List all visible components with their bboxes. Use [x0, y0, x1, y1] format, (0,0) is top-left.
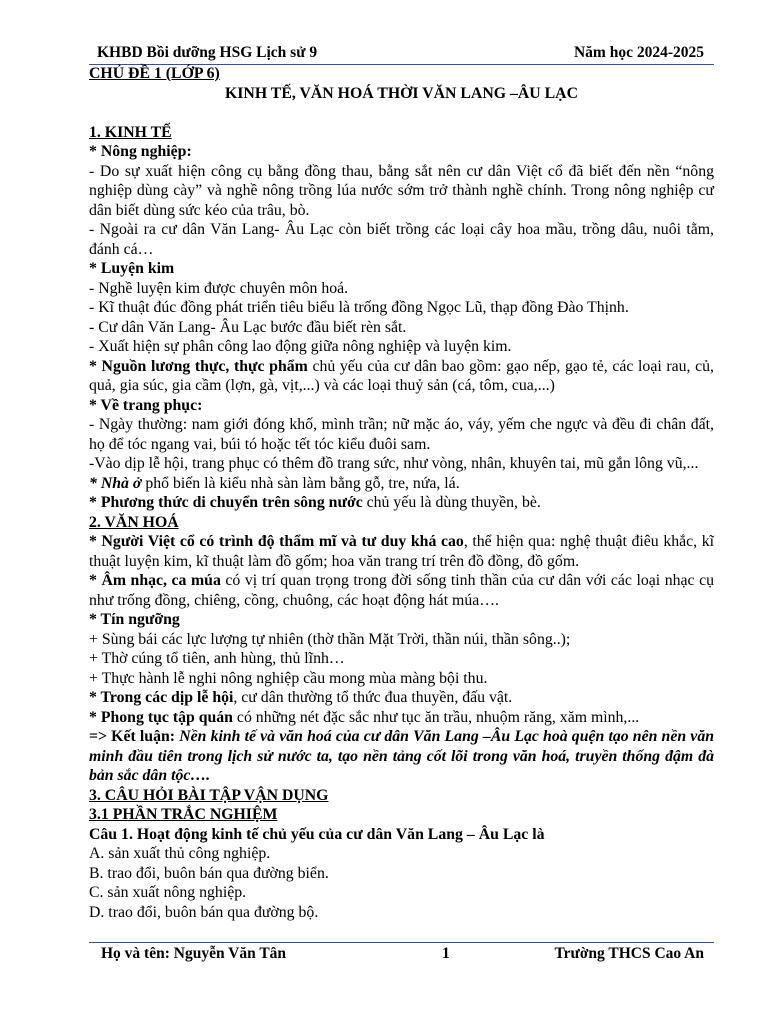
- luyen-kim-item-4: - Xuất hiện sự phân công lao động giữa nông nghiệp và luyện kim.: [89, 338, 512, 355]
- nong-nghiep-heading: * Nông nghiệp:: [89, 143, 192, 160]
- trang-phuc-para-1: - Ngày thường: nam giới đóng khố, mình trần; nữ mặc áo, váy, yếm che ngực và đều đi chân đất, họ để tóc ngang vai, búi tó hoặc tết tóc kiểu đuôi sam.: [89, 416, 714, 453]
- luyen-kim-heading: * Luyện kim: [89, 260, 175, 277]
- phong-tuc-para: [89, 708, 714, 728]
- header-right: Năm học 2024-2025: [573, 44, 704, 61]
- page-header: [89, 44, 714, 65]
- nha-o-lead: * Nhà ở: [89, 474, 142, 492]
- tin-nguong-heading: * Tín ngưỡng: [89, 611, 180, 628]
- nha-o-para: [89, 474, 714, 494]
- option-a: A. sản xuất thủ công nghiệp.: [89, 845, 271, 862]
- tham-mi-text: , thể hiện qua: nghệ thuật điêu khắc, kĩ thuật luyện kim, kĩ thuật làm đồ gốm; hoa văn trang trí trên đồ đồng, đồ gốm.: [89, 533, 714, 570]
- le-hoi-para: [89, 688, 714, 708]
- trang-phuc-para-2: -Vào dịp lễ hội, trang phục có thêm đồ trang sức, như vòng, nhân, khuyên tai, mũ gắn lông vũ,...: [89, 455, 699, 472]
- phong-tuc-lead: * Phong tục tập quán: [89, 708, 233, 726]
- option-c: C. sản xuất nông nghiệp.: [89, 884, 247, 901]
- luyen-kim-item-1: - Nghề luyện kim được chuyên môn hoá.: [89, 279, 349, 297]
- tham-mi-para: [89, 532, 714, 571]
- question-1: Câu 1. Hoạt động kinh tế chủ yếu của cư dân Văn Lang – Âu Lạc là: [89, 825, 545, 843]
- di-chuyen-para: [89, 493, 714, 513]
- le-hoi-text: , cư dân thường tổ thức đua thuyền, đấu vật.: [233, 689, 513, 706]
- trang-phuc-heading: * Về trang phục:: [89, 396, 203, 414]
- page-title: KINH TẾ, VĂN HOÁ THỜI VĂN LANG –ÂU LẠC: [225, 84, 578, 102]
- footer-school: Trường THCS Cao An: [554, 945, 704, 962]
- nong-nghiep-para-2: - Ngoài ra cư dân Văn Lang- Âu Lạc còn biết trồng các loại cây hoa mầu, trồng dâu, nuôi tằm, đánh cá…: [89, 221, 714, 258]
- option-b: B. trao đổi, buôn bán qua đường biển.: [89, 864, 329, 882]
- luyen-kim-item-3: - Cư dân Văn Lang- Âu Lạc bước đầu biết rèn sắt.: [89, 318, 407, 336]
- page-number: 1: [442, 945, 450, 962]
- ket-luan-lead: => Kết luận:: [89, 728, 180, 745]
- phong-tuc-text: có những nét đặc sắc như tục ăn trầu, nhuộm răng, xăm mình,...: [232, 708, 640, 726]
- luyen-kim-item-2: - Kĩ thuật đúc đồng phát triển tiêu biểu là trống đồng Ngọc Lũ, thạp đồng Đào Thịnh.: [89, 299, 629, 316]
- luong-thuc-para: [89, 357, 714, 396]
- luong-thuc-lead: * Nguồn lương thực, thực phẩm: [89, 357, 308, 375]
- am-nhac-text: có vị trí quan trọng trong đời sống tinh thần của cư dân với các loại nhạc cụ như trống đồng, chiêng, cồng, chuông, các hoạt động hát múa….: [89, 572, 714, 609]
- section-1-heading: 1. KINH TẾ: [89, 123, 172, 141]
- tin-nguong-item-2: + Thờ cúng tổ tiên, anh hùng, thủ lĩnh…: [89, 650, 345, 667]
- di-chuyen-lead: * Phương thức di chuyển trên sông nước: [89, 494, 363, 511]
- header-left: KHBD Bồi dưỡng HSG Lịch sử 9: [97, 44, 318, 61]
- page-footer: [89, 942, 714, 967]
- nong-nghiep-para-1: - Do sự xuất hiện công cụ bằng đồng thau, bằng sắt nên cư dân Việt cổ đã biết đến nền “nông nghiệp dùng cày” và nghề nông trồng lúa nước sớm trở thành nghề chính. Trong nông nghiệp cư dân biết dùng sức kéo của trâu, bò.: [89, 162, 714, 219]
- luong-thuc-text: chủ yếu của cư dân bao gồm: gạo nếp, gạo tẻ, các loại rau, củ, quả, gia súc, gia cầm (lợn, gà, vịt,...) và các loại thuỷ sản (cá, tôm, cua,...): [89, 357, 714, 394]
- am-nhac-para: [89, 571, 714, 610]
- ket-luan-text: Nền kinh tế và văn hoá của cư dân Văn Lang –Âu Lạc hoà quện tạo nên nền văn minh đầu tiên trong lịch sử nước ta, tạo nền tảng cốt lõi trong văn hoá, truyền thống đậm đà bản sắc dân tộc….: [89, 728, 714, 784]
- nha-o-text: phổ biến là kiểu nhà sàn làm bằng gỗ, tre, nứa, lá.: [141, 474, 460, 492]
- document-body: [89, 64, 714, 922]
- section-2-heading: 2. VĂN HOÁ: [89, 513, 179, 531]
- topic-label: CHỦ ĐỀ 1 (LỚP 6): [89, 65, 220, 82]
- am-nhac-lead: * Âm nhạc, ca múa: [89, 572, 221, 589]
- tham-mi-lead: * Người Việt cổ có trình độ thẩm mĩ và tư duy khá cao: [89, 533, 464, 550]
- le-hoi-lead: * Trong các dịp lễ hội: [89, 689, 234, 706]
- tin-nguong-item-1: + Sùng bái các lực lượng tự nhiên (thờ thần Mặt Trời, thần núi, thần sông..);: [89, 630, 571, 648]
- section-3-1-heading: 3.1 PHẦN TRẮC NGHIỆM: [89, 806, 278, 823]
- di-chuyen-text: chủ yếu là dùng thuyền, bè.: [362, 494, 541, 511]
- section-3-heading: 3. CÂU HỎI BÀI TẬP VẬN DỤNG: [89, 786, 329, 804]
- option-d: D. trao đổi, buôn bán qua đường bộ.: [89, 903, 319, 921]
- spacer: [89, 103, 714, 123]
- tin-nguong-item-3: + Thực hành lễ nghi nông nghiệp cầu mong mùa màng bội thu.: [89, 669, 488, 687]
- footer-author: Họ và tên: Nguyễn Văn Tân: [101, 945, 287, 962]
- ket-luan-para: [89, 727, 714, 786]
